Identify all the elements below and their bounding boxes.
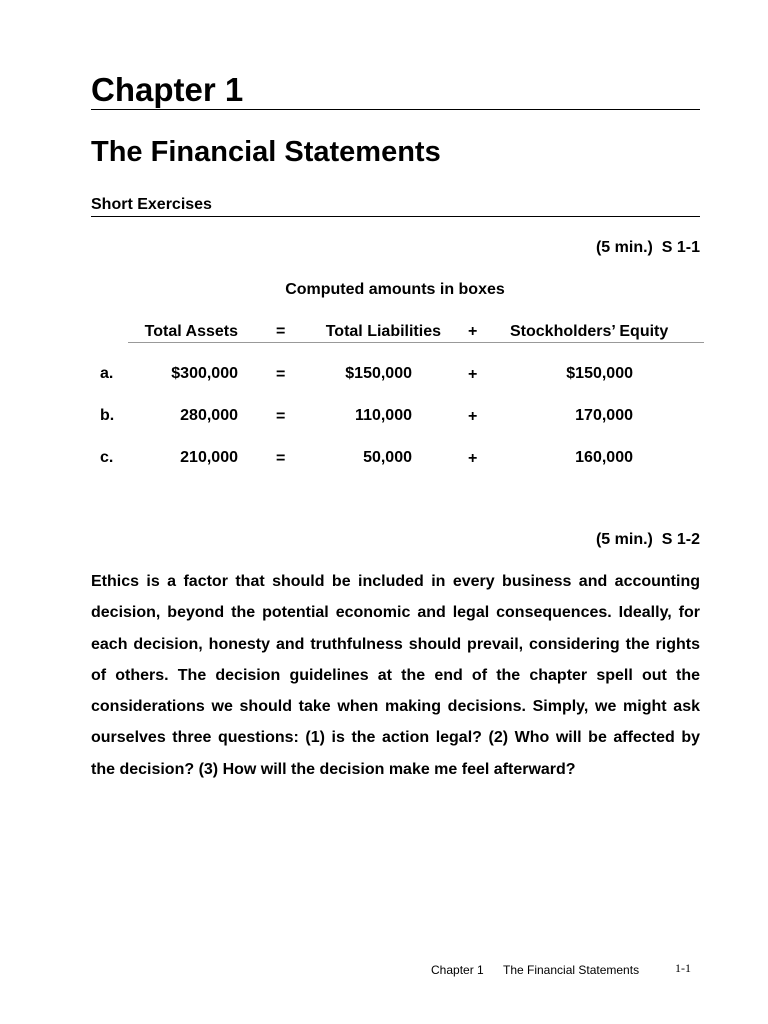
row-a-equity: $150,000 [566, 365, 633, 382]
row-b-equals: = [276, 408, 286, 425]
row-a-label: a. [100, 365, 114, 382]
section-title: The Financial Statements [91, 136, 441, 168]
header-total-liabilities: Total Liabilities [325, 323, 441, 340]
chapter-rule [91, 109, 700, 110]
row-c-assets: 210,000 [180, 449, 238, 466]
row-b-liabilities: 110,000 [355, 407, 412, 424]
exercise-1-ref: (5 min.) S 1-1 [595, 239, 700, 256]
chapter-title: Chapter 1 [91, 71, 244, 108]
header-equals: = [276, 323, 286, 340]
table-caption: Computed amounts in boxes [285, 281, 505, 298]
row-c-label: c. [100, 449, 114, 466]
header-stockholders-equity: Stockholders’ Equity [510, 323, 669, 340]
footer-page-number: 1-1 [675, 961, 691, 975]
sub-heading-rule [91, 216, 700, 217]
row-c-plus: + [468, 450, 478, 467]
ethics-paragraph: Ethics is a factor that should be included in every business and accounting decision, beyond the potential economic and legal consequences. Ideally, for each decision, honesty and truthfulness should prevail, considering the rights of others. The decision guidelines at the end of the chapter spell out the considerations we should take when making decisions. Simply, we might ask ourselves three questions: (1) is the action legal? (2) Who will be affected by the decision? (3) How will the decision make me feel afterward? [91, 573, 700, 778]
sub-heading: Short Exercises [91, 196, 212, 213]
row-b-label: b. [100, 407, 115, 424]
row-a-plus: + [468, 366, 478, 383]
row-c-equity: 160,000 [575, 449, 633, 466]
row-a-assets: $300,000 [171, 365, 238, 382]
row-b-plus: + [468, 408, 478, 425]
row-c-liabilities: 50,000 [363, 449, 412, 466]
row-a-equals: = [276, 366, 286, 383]
footer-title: The Financial Statements [503, 963, 640, 977]
header-total-assets: Total Assets [144, 323, 238, 340]
row-b-equity: 170,000 [575, 407, 633, 424]
table-header-rule [128, 342, 704, 343]
row-a-liabilities: $150,000 [345, 365, 412, 382]
row-c-equals: = [276, 450, 286, 467]
footer-chapter: Chapter 1 [431, 963, 484, 977]
row-b-assets: 280,000 [180, 407, 238, 424]
exercise-2-ref: (5 min.) S 1-2 [595, 531, 700, 548]
header-plus: + [468, 323, 478, 340]
